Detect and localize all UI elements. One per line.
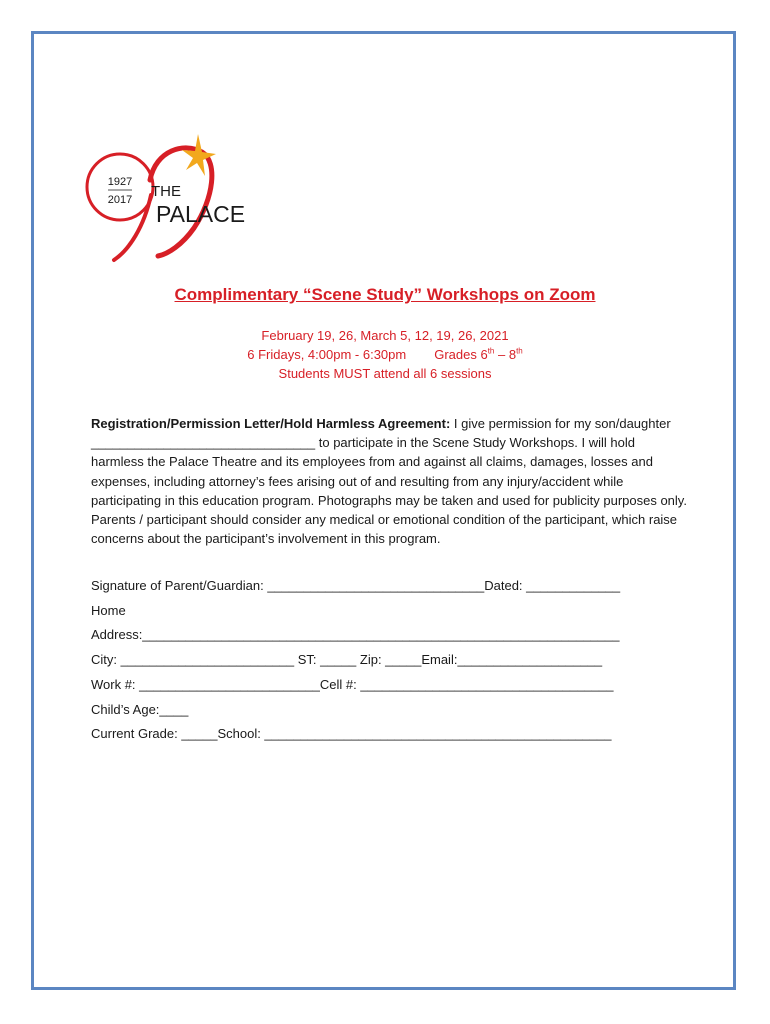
signature-line[interactable]: Signature of Parent/Guardian: ______________________________Dated: _____________ <box>91 578 621 593</box>
schedule-grades: Grades 6th – 8th <box>434 346 523 362</box>
logo-year-end: 2017 <box>107 194 133 206</box>
logo-year-start: 1927 <box>107 176 133 188</box>
home-label: Home <box>91 603 126 618</box>
page-title: Complimentary “Scene Study” Workshops on Zoom <box>174 285 596 304</box>
palace-90-logo <box>84 132 249 264</box>
schedule-note: Students MUST attend all 6 sessions <box>278 366 492 381</box>
work-cell-line[interactable]: Work #: _________________________Cell #: ___________________________________ <box>91 677 614 692</box>
logo-the: THE <box>151 183 181 200</box>
schedule-times-grades <box>0 347 770 363</box>
schedule-dates: February 19, 26, March 5, 12, 19, 26, 2021 <box>261 328 509 343</box>
agreement-paragraph <box>91 414 691 548</box>
grade-school-line[interactable]: Current Grade: _____School: ________________________________________________ <box>91 726 612 741</box>
logo-palace: PALACE <box>156 201 246 227</box>
address-line[interactable]: Address:__________________________________________________________________ <box>91 627 620 642</box>
schedule-times: 6 Fridays, 4:00pm - 6:30pm <box>247 347 407 362</box>
agreement-body: I give permission for my son/daughter _______________________________ to participate in the Scene Study Workshops. I will hold harmless the Palace Theatre and its employees from and against all claims, damages, losses and expenses, including attorney’s fees arising out of and resulting from any injury/accident while participating in this education program. Photographs may be taken and used for publicity purposes only. Parents / participant should consider any medical or emotional condition of the participant, which raise concerns about the participant’s involvement in this program. <box>91 416 687 547</box>
city-st-zip-email-line[interactable]: City: ________________________ ST: _____ Zip: _____Email:____________________ <box>91 652 603 667</box>
child-age-line[interactable]: Child’s Age:____ <box>91 702 189 717</box>
agreement-heading: Registration/Permission Letter/Hold Harmless Agreement: <box>91 416 451 431</box>
